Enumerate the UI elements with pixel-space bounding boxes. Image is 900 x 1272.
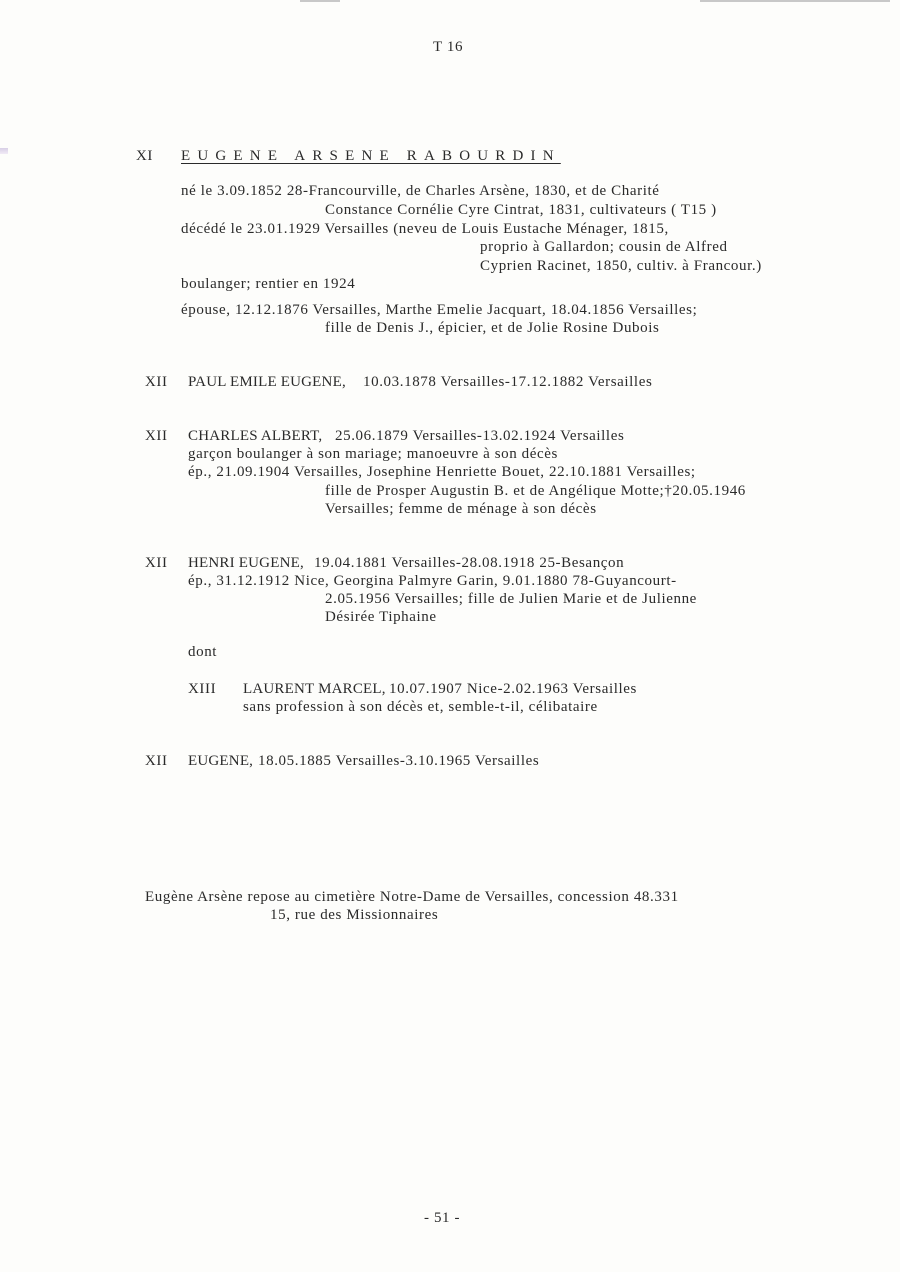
child-name: LAURENT MARCEL, <box>243 681 386 697</box>
text-line: ép., 31.12.1912 Nice, Georgina Palmyre Garin, 9.01.1880 78-Guyancourt- <box>188 573 677 589</box>
generation-label: XI <box>136 148 154 164</box>
text-line: décédé le 23.01.1929 Versailles (neveu de Louis Eustache Ménager, 1815, <box>181 221 669 237</box>
text-line: proprio à Gallardon; cousin de Alfred <box>480 239 728 255</box>
dont-label: dont <box>188 644 218 660</box>
text-line: épouse, 12.12.1876 Versailles, Marthe Emelie Jacquart, 18.04.1856 Versailles; <box>181 302 698 318</box>
child-dates: 10.03.1878 Versailles-17.12.1882 Versailles <box>363 374 653 390</box>
child-name: EUGENE, <box>188 753 254 769</box>
footer-note: 15, rue des Missionnaires <box>270 907 439 923</box>
child-name: CHARLES ALBERT, <box>188 428 323 444</box>
generation-label: XII <box>145 428 168 444</box>
text-line: boulanger; rentier en 1924 <box>181 276 356 292</box>
text-line: garçon boulanger à son mariage; manoeuvre à son décès <box>188 446 558 462</box>
text-line: Cyprien Racinet, 1850, cultiv. à Francour.) <box>480 258 762 274</box>
generation-label: XIII <box>188 681 217 697</box>
page-number: - 51 - <box>424 1210 461 1226</box>
footer-note: Eugène Arsène repose au cimetière Notre-Dame de Versailles, concession 48.331 <box>145 889 679 905</box>
top-edge-mark <box>700 0 890 2</box>
page-ref: T 16 <box>433 39 464 55</box>
child-dates: 10.07.1907 Nice-2.02.1963 Versailles <box>389 681 637 697</box>
child-name: PAUL EMILE EUGENE, <box>188 374 346 390</box>
generation-label: XII <box>145 555 168 571</box>
child-dates: 25.06.1879 Versailles-13.02.1924 Versailles <box>335 428 625 444</box>
text-line: fille de Denis J., épicier, et de Jolie Rosine Dubois <box>325 320 660 336</box>
generation-label: XII <box>145 753 168 769</box>
generation-label: XII <box>145 374 168 390</box>
child-dates: 19.04.1881 Versailles-28.08.1918 25-Besançon <box>314 555 625 571</box>
child-dates: 18.05.1885 Versailles-3.10.1965 Versailles <box>258 753 540 769</box>
text-line: Versailles; femme de ménage à son décès <box>325 501 597 517</box>
child-name: HENRI EUGENE, <box>188 555 304 571</box>
text-line: Constance Cornélie Cyre Cintrat, 1831, cultivateurs ( T15 ) <box>325 202 717 218</box>
edge-mark <box>0 148 8 154</box>
text-line: 2.05.1956 Versailles; fille de Julien Marie et de Julienne <box>325 591 697 607</box>
person-title: EUGENE ARSENE RABOURDIN <box>181 148 561 164</box>
text-line: né le 3.09.1852 28-Francourville, de Charles Arsène, 1830, et de Charité <box>181 183 660 199</box>
top-edge-mark <box>300 0 340 2</box>
text-line: sans profession à son décès et, semble-t-il, célibataire <box>243 699 598 715</box>
text-line: fille de Prosper Augustin B. et de Angélique Motte;†20.05.1946 <box>325 483 746 499</box>
text-line: ép., 21.09.1904 Versailles, Josephine Henriette Bouet, 22.10.1881 Versailles; <box>188 464 696 480</box>
text-line: Désirée Tiphaine <box>325 609 437 625</box>
